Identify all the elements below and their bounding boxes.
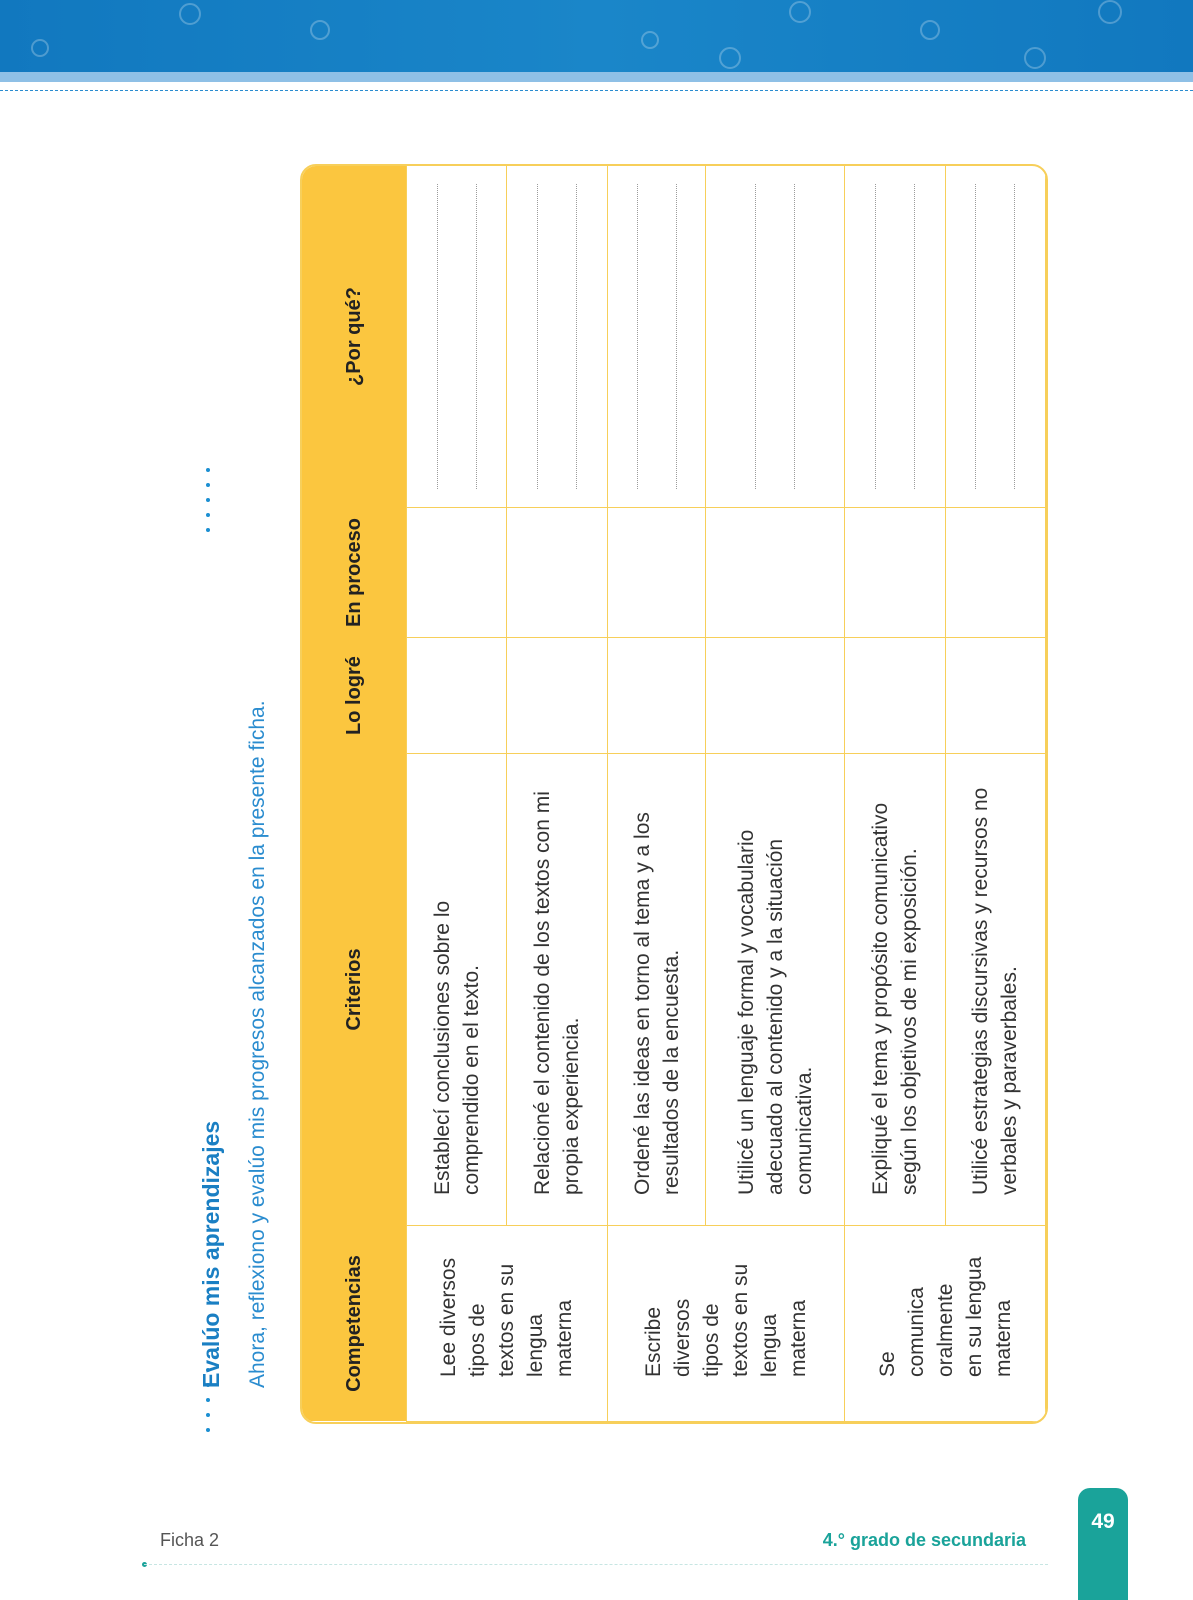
footer-dashed-line: [144, 1564, 1048, 1565]
en-proceso-cell[interactable]: [845, 508, 945, 638]
por-que-cell[interactable]: [845, 166, 945, 508]
section-title: Evalúo mis aprendizajes: [198, 1120, 224, 1388]
header-criterios: Criterios: [302, 754, 407, 1226]
header-lo-logre: Lo logré: [302, 638, 407, 754]
lo-logre-cell[interactable]: [945, 638, 1045, 754]
por-que-cell[interactable]: [507, 166, 607, 508]
por-que-cell[interactable]: [607, 166, 706, 508]
por-que-cell[interactable]: [706, 166, 845, 508]
person-icon: [642, 32, 658, 48]
criterio-cell: Ordené las ideas en torno al tema y a los resultados de la encuesta.: [607, 754, 706, 1226]
en-proceso-cell[interactable]: [607, 508, 706, 638]
footer-grade: 4.° grado de secundaria: [822, 1530, 1026, 1550]
header-por-que: ¿Por qué?: [302, 166, 407, 508]
gear-icon: [790, 2, 810, 22]
en-proceso-cell[interactable]: [407, 508, 507, 638]
smiley-icon: [720, 48, 740, 68]
lo-logre-cell[interactable]: [407, 638, 507, 754]
en-proceso-cell[interactable]: [945, 508, 1045, 638]
header-competencias: Competencias: [302, 1226, 407, 1422]
rotated-content: [198, 162, 1068, 1432]
lo-logre-cell[interactable]: [706, 638, 845, 754]
header-doodles: [0, 0, 1193, 72]
table-row: [845, 166, 945, 1422]
table-row: [407, 166, 507, 1422]
section-subtitle: Ahora, reflexiono y evalúo mis progresos alcanzados en la presente ficha.: [246, 700, 269, 1388]
lightbulb-icon: [311, 21, 329, 39]
lo-logre-cell[interactable]: [607, 638, 706, 754]
lo-logre-cell[interactable]: [507, 638, 607, 754]
header-en-proceso: En proceso: [302, 508, 407, 638]
smiley-icon: [1025, 48, 1045, 68]
table-header-row: [302, 166, 407, 1422]
criterio-cell: Utilicé un lenguaje formal y vocabulario adecuado al contenido y a la situación comunicativa.: [706, 754, 845, 1226]
por-que-cell[interactable]: [407, 166, 507, 508]
criterio-cell: Expliqué el tema y propósito comunicativo según los objetivos de mi exposición.: [845, 754, 945, 1226]
lo-logre-cell[interactable]: [845, 638, 945, 754]
competencia-cell: Se comunica oralmente en su lengua materna: [845, 1226, 1046, 1422]
criterio-cell: Utilicé estrategias discursivas y recursos no verbales y paraverbales.: [945, 754, 1045, 1226]
footer-ficha: Ficha 2: [160, 1530, 220, 1550]
gear-icon: [180, 4, 200, 24]
competencia-cell: Escribe diversos tipos de textos en su lengua materna: [607, 1226, 845, 1422]
header-dashed-line: [0, 90, 1193, 91]
header-stripe: [0, 72, 1193, 82]
page-number-tab: [1078, 1488, 1128, 1600]
en-proceso-cell[interactable]: [706, 508, 845, 638]
en-proceso-cell[interactable]: [507, 508, 607, 638]
criterio-cell: Relacioné el contenido de los textos con mi propia experiencia.: [507, 754, 607, 1226]
criterio-cell: Establecí conclusiones sobre lo comprendido en el texto.: [407, 754, 507, 1226]
lightbulb-icon: [921, 21, 939, 39]
evaluation-table: [300, 164, 1048, 1424]
gear-icon: [1099, 1, 1121, 23]
competencia-cell: Lee diversos tipos de textos en su lengua materna: [407, 1226, 608, 1422]
table-row: [607, 166, 706, 1422]
page-number: 49: [1091, 1510, 1115, 1533]
person-icon: [32, 40, 48, 56]
por-que-cell[interactable]: [945, 166, 1045, 508]
